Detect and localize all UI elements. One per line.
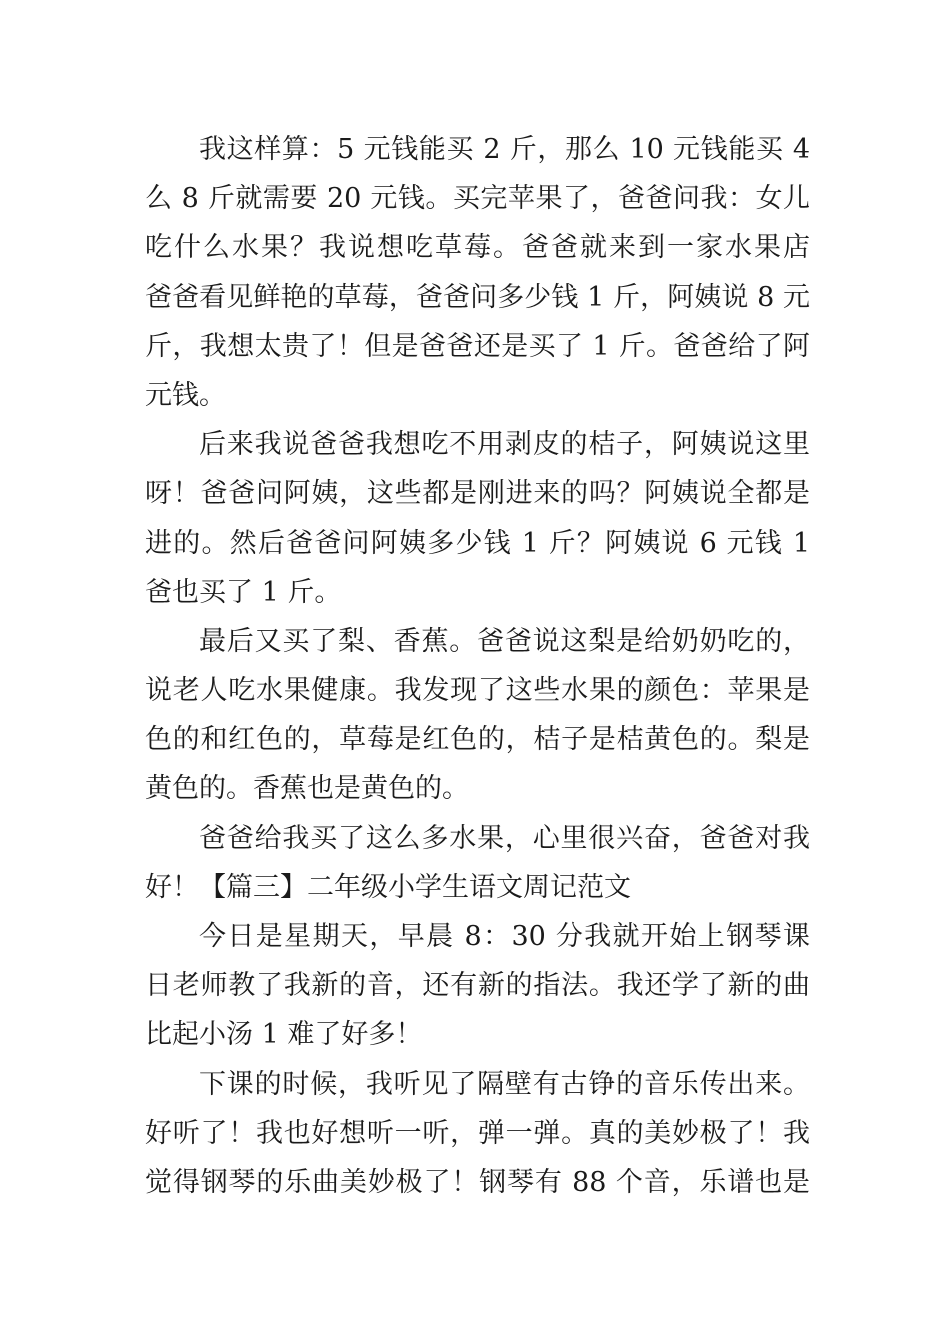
text-line: 爸爸给我买了这么多水果，心里很兴奋，爸爸对我: [199, 822, 810, 854]
text-line: 黄色的。香蕉也是黄色的。: [145, 773, 469, 805]
text-line: 日老师教了我新的音，还有新的指法。我还学了新的曲: [145, 970, 810, 1002]
text-line: 好听了！我也好想听一听，弹一弹。真的美妙极了！我: [145, 1117, 810, 1149]
text-line: 后来我说爸爸我想吃不用剥皮的桔子，阿姨说这里: [199, 429, 810, 461]
text-line: 说老人吃水果健康。我发现了这些水果的颜色：苹果是: [145, 675, 810, 707]
text-line: 我这样算：5 元钱能买 2 斤，那么 10 元钱能买 4: [199, 134, 810, 165]
text-line: 好！【篇三】二年级小学生语文周记范文: [145, 871, 631, 903]
text-line: 觉得钢琴的乐曲美妙极了！钢琴有 88 个音，乐谱也是: [145, 1166, 810, 1198]
text-line: 进的。然后爸爸问阿姨多少钱 1 斤？阿姨说 6 元钱 1: [145, 527, 810, 559]
text-line: 爸也买了 1 斤。: [145, 576, 342, 608]
text-line: 吃什么水果？我说想吃草莓。爸爸就来到一家水果店: [145, 232, 810, 264]
text-line: 元钱。: [145, 379, 226, 411]
text-line: 爸爸看见鲜艳的草莓，爸爸问多少钱 1 斤，阿姨说 8 元: [145, 281, 810, 313]
text-line: 呀！爸爸问阿姨，这些都是刚进来的吗？阿姨说全都是: [145, 478, 810, 510]
text-line: 下课的时候，我听见了隔壁有古铮的音乐传出来。: [199, 1068, 810, 1100]
text-line: 色的和红色的，草莓是红色的，桔子是桔黄色的。梨是: [145, 724, 810, 756]
text-line: 最后又买了梨、香蕉。爸爸说这梨是给奶奶吃的，: [199, 625, 810, 657]
text-line: 比起小汤 1 难了好多！: [145, 1019, 423, 1051]
text-line: 今日是星期天，早晨 8：30 分我就开始上钢琴课: [199, 921, 810, 952]
text-line: 斤，我想太贵了！但是爸爸还是买了 1 斤。爸爸给了阿: [145, 330, 810, 362]
body-text: [145, 125, 810, 1207]
text-line: 么 8 斤就需要 20 元钱。买完苹果了，爸爸问我：女儿: [145, 183, 810, 215]
